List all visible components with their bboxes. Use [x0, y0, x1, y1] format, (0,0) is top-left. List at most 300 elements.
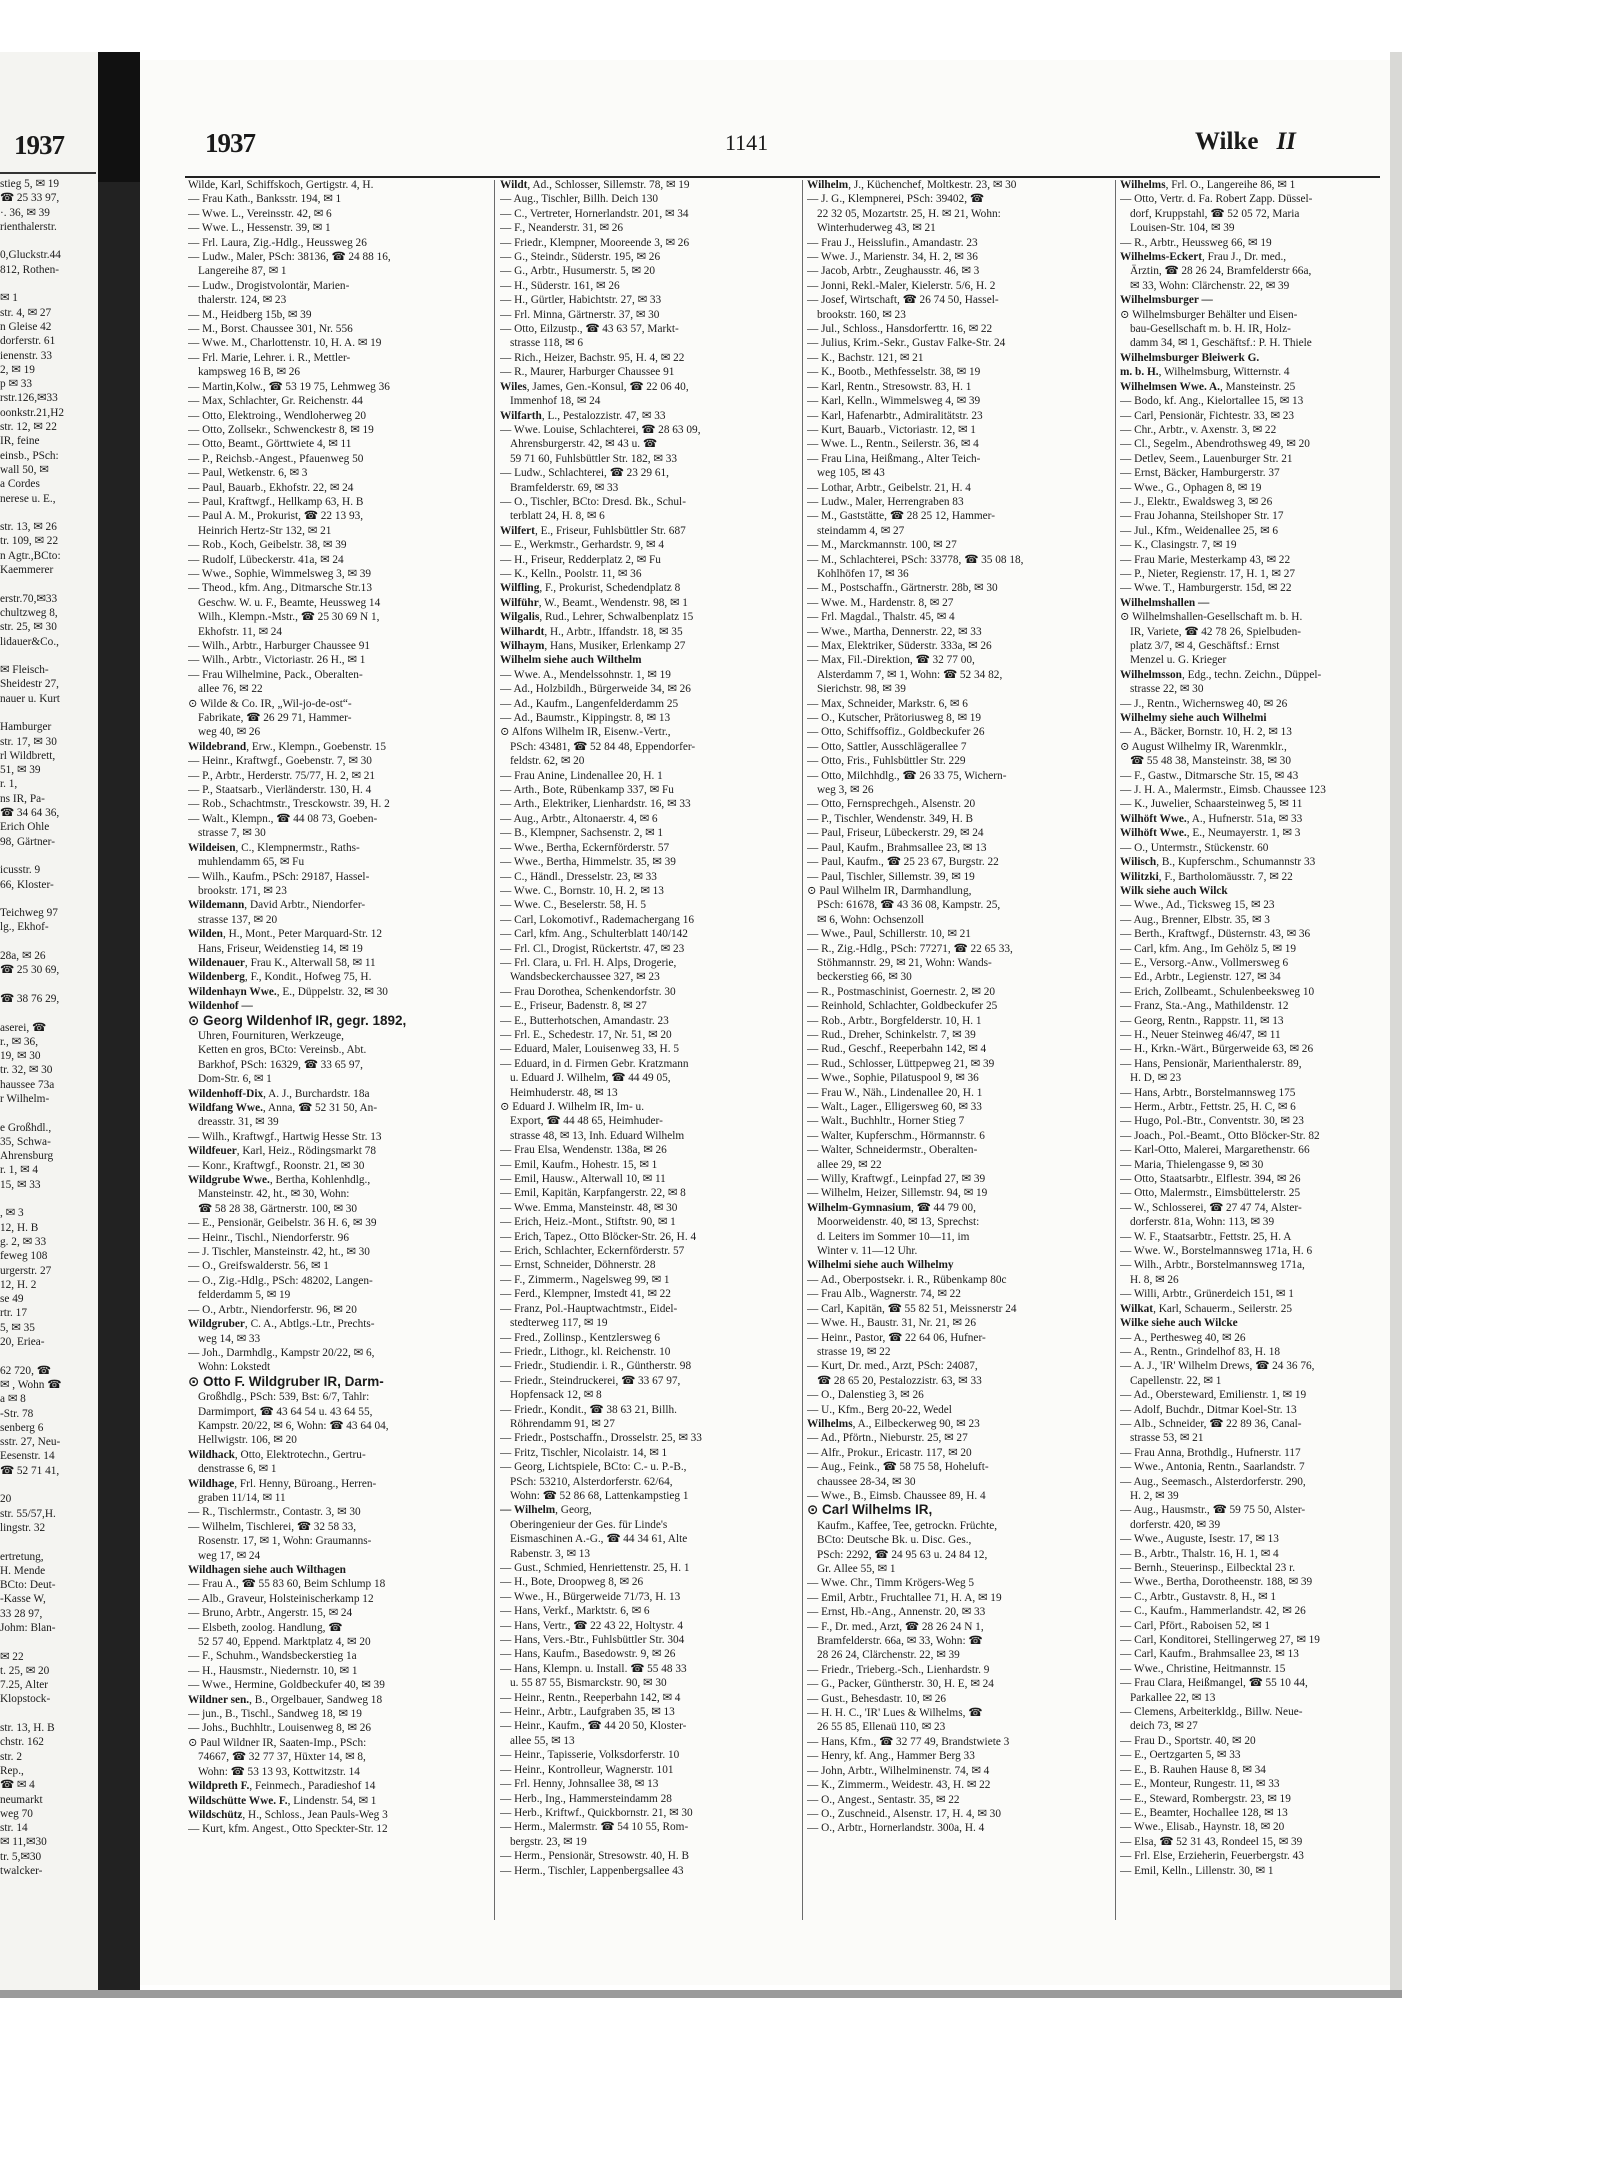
directory-entry: — Paul, Kaufm., Brahmsallee 23, ✉ 13 [807, 841, 987, 854]
facing-page-line: chstr. 162 [0, 1736, 44, 1749]
directory-entry: — Berth., Kraftwgf., Düsternstr. 43, ✉ 36 [1120, 928, 1311, 941]
entry-heading: Wilhelms, Frl. O., Langereihe 86, ✉ 1 [1120, 179, 1296, 191]
directory-entry: — Maria, Thielengasse 9, ✉ 30 [1120, 1158, 1264, 1171]
directory-entry: — Ad., Baumstr., Kippingstr. 8, ✉ 13 [500, 712, 671, 725]
directory-entry: — Wwe. Emma, Mansteinstr. 48, ✉ 30 [500, 1201, 678, 1214]
facing-page-line: ☎ 25 33 97, [0, 192, 60, 205]
directory-entry: weg 3, ✉ 26 [817, 784, 874, 797]
directory-entry: — O., Greifswalderstr. 56, ✉ 1 [188, 1260, 329, 1273]
directory-entry: ⊙ Eduard J. Wilhelm IR, Im- u. [500, 1101, 645, 1113]
entry-heading: — Wilhelm, Georg, [500, 1504, 592, 1517]
directory-entry: Menzel u. G. Krieger [1130, 654, 1227, 667]
directory-entry: PSch: 2292, ☎ 24 95 63 u. 24 84 12, [817, 1548, 988, 1561]
directory-entry: — H., Friseur, Redderplatz 2, ✉ Fu [500, 553, 661, 566]
directory-entry: thalerstr. 124, ✉ 23 [198, 294, 287, 307]
directory-entry: u. 55 87 55, Bismarckstr. 90, ✉ 30 [510, 1677, 667, 1690]
directory-entry: Mansteinstr. 42, ht., ✉ 30, Wohn: [198, 1188, 350, 1201]
directory-entry: — Aug., Seemasch., Alsterdorferstr. 290, [1120, 1475, 1306, 1488]
directory-entry: — Frl. Else, Erzieherin, Feuerbergstr. 43 [1120, 1850, 1304, 1863]
facing-page-line [0, 1106, 96, 1120]
directory-entry: — Rob., Arbtr., Borgfelderstr. 10, H. 1 [807, 1014, 982, 1027]
directory-entry: ☎ 28 65 20, Pestalozzistr. 63, ✉ 33 [817, 1374, 982, 1387]
directory-entry: — O., Arbtr., Hornerlandstr. 300a, H. 4 [807, 1822, 985, 1835]
facing-page-line: wall 50, ✉ [0, 463, 49, 476]
directory-entry: ⊙ Wilde & Co. IR, „Wil-jo-de-ost“- [188, 697, 352, 710]
directory-entry: Moorweidenstr. 40, ✉ 13, Sprechst: [817, 1216, 980, 1229]
directory-entry: — Theod., kfm. Ang., Ditmarsche Str.13 [188, 582, 372, 595]
directory-entry: ✉ 6, Wohn: Ochsenzoll [817, 913, 924, 926]
directory-entry: — F., Neanderstr. 31, ✉ 26 [500, 222, 624, 235]
directory-entry: BCto: Deutsche Bk. u. Disc. Ges., [817, 1534, 972, 1547]
directory-entry: Export, ☎ 44 48 65, Heimhuder- [510, 1115, 663, 1128]
facing-page-line: ns IR, Pa- [0, 792, 45, 805]
directory-entry: — Frau D., Sportstr. 40, ✉ 20 [1120, 1734, 1256, 1747]
facing-page-line: rstr.126,✉33 [0, 392, 58, 405]
directory-entry: — U., Kfm., Berg 20-22, Wedel [807, 1403, 952, 1416]
directory-entry: Wandsbeckerchaussee 327, ✉ 23 [510, 971, 660, 984]
directory-entry: — Frau Alb., Wagnerstr. 74, ✉ 22 [807, 1288, 961, 1301]
directory-entry: weg 105, ✉ 43 [817, 467, 885, 480]
directory-entry: denstrasse 6, ✉ 1 [198, 1463, 277, 1476]
directory-entry: Langereihe 87, ✉ 1 [198, 265, 287, 278]
directory-entry: — W. F., Staatsarbtr., Fettstr. 25, H. A [1120, 1230, 1292, 1243]
directory-entry: — K., Kelln., Poolstr. 11, ✉ 36 [500, 567, 642, 580]
directory-entry: — Frau Johanna, Steilshoper Str. 17 [1120, 510, 1284, 523]
directory-entry: — Gust., Behesdastr. 10, ✉ 26 [807, 1692, 947, 1705]
directory-entry: — Eduard, Maler, Louisenweg 33, H. 5 [500, 1043, 680, 1056]
directory-entry: — Paul, Wetkenstr. 6, ✉ 3 [188, 467, 308, 480]
entry-heading: Wilhelms-Eckert, Frau J., Dr. med., [1120, 251, 1287, 264]
directory-entry: — F., Gastw., Ditmarsche Str. 15, ✉ 43 [1120, 769, 1299, 782]
directory-entry: strasse 7, ✉ 30 [198, 827, 266, 840]
facing-page-line [0, 649, 96, 663]
scan-bottom-edge [0, 1990, 1402, 1998]
directory-entry: — Erich, Schlachter, Eckernförderstr. 57 [500, 1245, 685, 1258]
directory-entry: — Wwe., Paul, Schillerstr. 10, ✉ 21 [807, 928, 971, 941]
directory-entry: — Ludw., Maler, PSch: 38136, ☎ 24 88 16, [188, 251, 391, 264]
facing-page-line: ☎ 25 30 69, [0, 964, 60, 977]
facing-page-line: Johm: Blan- [0, 1621, 56, 1634]
directory-entry: — Ernst, Hb.-Ang., Annenstr. 20, ✉ 33 [807, 1606, 986, 1619]
entry-heading: Wilgalis, Rud., Lehrer, Schwalbenplatz 15 [500, 611, 694, 624]
directory-entry: — H., Süderstr. 161, ✉ 26 [500, 279, 620, 292]
directory-entry: — Max, Elektriker, Süderstr. 333a, ✉ 26 [807, 640, 992, 652]
facing-page-line: 2, ✉ 19 [0, 363, 35, 376]
directory-entry: — P., Reichsb.-Angest., Pfauenweg 50 [188, 452, 364, 465]
directory-entry: — Wwe. H., Baustr. 31, Nr. 21, ✉ 26 [807, 1317, 976, 1330]
directory-entry: — O., Dalenstieg 3, ✉ 26 [807, 1389, 924, 1402]
directory-entry: weg 17, ✉ 24 [198, 1549, 261, 1562]
directory-entry: — R., Arbtr., Heussweg 66, ✉ 19 [1120, 236, 1272, 249]
directory-entry: — Walter, Schneidermstr., Oberalten- [807, 1144, 978, 1157]
directory-entry: Kohlhöfen 17, ✉ 36 [817, 567, 909, 580]
facing-page-line: 15, ✉ 33 [0, 1178, 41, 1191]
facing-page-line: tr. 32, ✉ 30 [0, 1064, 53, 1077]
facing-page-line: icusstr. 9 [0, 864, 41, 877]
directory-entry: — H., Bote, Droopweg 8, ✉ 26 [500, 1576, 644, 1589]
directory-entry: — K., Bootb., Methfesselstr. 38, ✉ 19 [807, 366, 981, 379]
directory-entry: — Wwe., H., Bürgerweide 71/73, H. 13 [500, 1590, 681, 1603]
directory-entry: — G., Steindr., Süderstr. 195, ✉ 26 [500, 251, 661, 264]
directory-entry: — Hans, Arbtr., Borstelmannsweg 175 [1120, 1086, 1296, 1099]
running-head-volume: II [1276, 128, 1296, 155]
directory-entry: — Friedr., Lithogr., kl. Reichenstr. 10 [500, 1345, 671, 1358]
facing-page-line: n Gleise 42 [0, 320, 52, 333]
directory-entry: — Ad., Oberpostsekr. i. R., Rübenkamp 80c [807, 1273, 1007, 1286]
entry-heading: ⊙ Otto F. Wildgruber IR, Darm- [188, 1374, 384, 1389]
facing-page-line: str. 17, ✉ 30 [0, 735, 57, 748]
directory-entry: weg 14, ✉ 33 [198, 1332, 261, 1345]
directory-entry: allee 55, ✉ 13 [510, 1734, 575, 1747]
directory-entry: weg 40, ✉ 26 [198, 726, 261, 739]
facing-page-line: ienenstr. 33 [0, 349, 53, 362]
directory-entry: Wilh., Klempn.-Mstr., ☎ 25 30 69 N 1, [198, 611, 380, 624]
directory-entry: — Rud., Schlosser, Lüttpepweg 21, ✉ 39 [807, 1057, 995, 1070]
directory-entry: — Heinr., Rentn., Reeperbahn 142, ✉ 4 [500, 1691, 681, 1704]
directory-entry: — Henry, kf. Ang., Hammer Berg 33 [807, 1750, 975, 1763]
entry-heading: Wilhelmi siehe auch Wilhelmy [807, 1259, 954, 1272]
directory-entry: — G., Arbtr., Husumerstr. 5, ✉ 20 [500, 265, 656, 278]
facing-page-line: r. 1, ✉ 4 [0, 1164, 39, 1177]
directory-entry: — Paul, Kraftwgf., Hellkamp 63, H. B [188, 495, 364, 508]
entry-heading: Wilitzki, F., Bartholomäusstr. 7, ✉ 22 [1120, 870, 1293, 883]
directory-entry: — Hans, Kfm., ☎ 32 77 49, Brandstwiete 3 [807, 1735, 1010, 1748]
running-head [1195, 128, 1296, 156]
directory-entry: terblatt 24, H. 8, ✉ 6 [510, 510, 605, 523]
directory-entry: — Martin,Kolw., ☎ 53 19 75, Lehmweg 36 [188, 380, 390, 393]
directory-entry: — Wwe., Christine, Heitmannstr. 15 [1120, 1662, 1286, 1675]
directory-entry: — Max, Schneider, Markstr. 6, ✉ 6 [807, 697, 968, 710]
directory-entry: Wohn: Lokstedt [198, 1361, 271, 1374]
directory-entry: — Hans, Pensionär, Marienthalerstr. 89, [1120, 1057, 1302, 1070]
directory-entry: — Erich, Zollbeamt., Schulenbeeksweg 10 [1120, 985, 1315, 998]
facing-page-line [0, 978, 96, 992]
entry-heading: Wildgruber, C. A., Abtlgs.-Ltr., Prechts- [188, 1318, 375, 1331]
facing-page-line: neumarkt [0, 1793, 43, 1806]
directory-entry: — Heinr., Kaufm., ☎ 44 20 50, Kloster- [500, 1720, 687, 1733]
directory-entry: — B., Klempner, Sachsenstr. 2, ✉ 1 [500, 827, 664, 840]
facing-page-line: str. 13, ✉ 26 [0, 521, 57, 534]
directory-entry: Darmimport, ☎ 43 64 54 u. 43 64 55, [198, 1405, 373, 1418]
directory-entry: — Lothar, Arbtr., Geibelstr. 21, H. 4 [807, 481, 971, 494]
directory-entry: — E., Versorg.-Anw., Vollmersweg 6 [1120, 956, 1289, 969]
directory-entry: — Alb., Graveur, Holsteinischerkamp 12 [188, 1592, 374, 1605]
directory-entry: — Wwe., Hermine, Goldbeckufer 40, ✉ 39 [188, 1679, 385, 1692]
directory-entry: — P., Staatsarb., Vierländerstr. 130, H. 4 [188, 784, 372, 797]
directory-entry: — Ad., Pförtn., Nieburstr. 25, ✉ 27 [807, 1432, 968, 1445]
directory-entry: — Otto, Milchhdlg., ☎ 26 33 75, Wichern- [807, 769, 1007, 782]
directory-entry: — Wwe., Sophie, Wimmelsweg 3, ✉ 39 [188, 567, 372, 580]
facing-page-line: 51, ✉ 39 [0, 764, 41, 777]
directory-entry: — Emil, Arbtr., Fruchtallee 71, H. A, ✉ 19 [807, 1591, 1002, 1604]
directory-entry: brookstr. 171, ✉ 23 [198, 884, 287, 897]
facing-page-line: 12, H. 2 [0, 1278, 37, 1291]
directory-entry: Bramfelderstr. 66a, ✉ 33, Wohn: ☎ [817, 1635, 983, 1648]
directory-entry: strasse 22, ✉ 30 [1130, 683, 1204, 696]
facing-page-line: t. 25, ✉ 20 [0, 1664, 50, 1677]
entry-heading: Wilhelm siehe auch Wilthelm [500, 654, 642, 667]
facing-page-line: twalcker- [0, 1865, 43, 1878]
facing-page-line: 7.25, Alter [0, 1679, 49, 1692]
facing-page-line: ☎ ✉ 4 [0, 1779, 35, 1792]
entry-heading: Wildenhof — [188, 1000, 253, 1013]
directory-entry: Parkallee 22, ✉ 13 [1130, 1691, 1216, 1704]
entry-heading: Wilhardt, H., Arbtr., Iffandstr. 18, ✉ 35 [500, 625, 683, 638]
facing-page-line: str. 12, ✉ 22 [0, 421, 57, 434]
directory-entry: — E., Pensionär, Geibelstr. 36 H. 6, ✉ 39 [188, 1217, 377, 1230]
directory-entry: 26 55 85, Ellenaü 110, ✉ 23 [817, 1721, 946, 1734]
directory-entry: — P., Arbtr., Herderstr. 75/77, H. 2, ✉ 21 [188, 769, 376, 782]
facing-page-line [0, 1535, 96, 1549]
directory-entry: — Aug., Tischler, Billh. Deich 130 [500, 193, 659, 206]
directory-entry: — Otto, Zollsekr., Schwenckestr 8, ✉ 19 [188, 423, 374, 436]
facing-page-line [0, 506, 96, 520]
directory-entry: dorferstr. 81a, Wohn: 113, ✉ 39 [1130, 1216, 1275, 1229]
directory-entry: H. 8, ✉ 26 [1130, 1273, 1179, 1286]
entry-heading: Wilführ, W., Beamt., Wendenstr. 98, ✉ 1 [500, 596, 688, 609]
directory-entry: — Friedr., Postschaffn., Drosselstr. 25, ✉ 33 [500, 1432, 702, 1445]
facing-page-line: g. 2, ✉ 33 [0, 1235, 47, 1248]
directory-entry: — Frl. Magdal., Thalstr. 45, ✉ 4 [807, 611, 955, 624]
facing-page-line [0, 1192, 96, 1206]
directory-entry: — Heinr., Tischl., Niendorferstr. 96 [188, 1231, 349, 1244]
directory-entry: — Otto, Fernsprechgeh., Alsenstr. 20 [807, 798, 976, 811]
entry-heading: Wilhelmshallen — [1120, 596, 1210, 609]
facing-page-line: ·. 36, ✉ 39 [0, 206, 50, 219]
directory-entry: — Ludw., Maler, Herrengraben 83 [807, 495, 964, 508]
directory-entry: ✉ 33, Wohn: Clärchenstr. 22, ✉ 39 [1130, 279, 1290, 292]
directory-entry: — Frl. Marie, Lehrer. i. R., Mettler- [188, 351, 351, 364]
directory-entry: steindamm 4, ✉ 27 [817, 524, 905, 537]
directory-entry: — Emil, Kapitän, Karpfangerstr. 22, ✉ 8 [500, 1187, 686, 1200]
directory-entry: — Aug., Arbtr., Altonaerstr. 4, ✉ 6 [500, 812, 658, 825]
directory-entry: — Paul, Friseur, Lübeckerstr. 29, ✉ 24 [807, 827, 984, 840]
directory-entry: — Joach., Pol.-Beamt., Otto Blöcker-Str. 82 [1120, 1129, 1320, 1142]
facing-page-line: 62 720, ☎ [0, 1364, 51, 1377]
directory-entry: — K., Bachstr. 121, ✉ 21 [807, 351, 924, 364]
directory-entry: — Wwe. M., Hardenstr. 8, ✉ 27 [807, 596, 954, 609]
directory-entry: — Frau J., Heisslufin., Amandastr. 23 [807, 236, 978, 249]
directory-entry: — H., Neuer Steinweg 46/47, ✉ 11 [1120, 1028, 1281, 1041]
directory-entry: — Carl, kfm. Ang., Schulterblatt 140/142 [500, 928, 688, 941]
directory-entry: brookstr. 160, ✉ 23 [817, 308, 906, 321]
entry-heading: Wilhelmsburger — [1120, 294, 1213, 307]
directory-entry: — H. H. C., 'IR' Lues & Wilhelms, ☎ [807, 1707, 983, 1720]
directory-entry: — O., Zuschneid., Alsenstr. 17, H. 4, ✉ 30 [807, 1807, 1001, 1820]
directory-entry: — Frau W., Näh., Lindenallee 20, H. 1 [807, 1086, 983, 1099]
directory-entry: — Bodo, kf. Ang., Kielortallee 15, ✉ 13 [1120, 395, 1304, 408]
directory-entry: — Wilh., Kraftwgf., Hartwig Hesse Str. 13 [188, 1130, 382, 1143]
directory-entry: — Wwe., B., Eimsb. Chaussee 89, H. 4 [807, 1489, 986, 1502]
directory-entry: — Karl, Kelln., Wimmelsweg 4, ✉ 39 [807, 395, 981, 408]
directory-entry: — Friedr., Kondit., ☎ 38 63 21, Billh. [500, 1403, 677, 1416]
directory-entry: — O., Kutscher, Prätoriusweg 8, ✉ 19 [807, 712, 982, 725]
directory-entry: Oberingenieur der Ges. für Linde's [510, 1518, 668, 1531]
directory-entry: — R., Tischlermstr., Contastr. 3, ✉ 30 [188, 1506, 361, 1519]
facing-page-line: 98, Gärtner- [0, 835, 55, 848]
directory-entry: platz 3/7, ✉ 4, Geschäftsf.: Ernst [1130, 640, 1280, 652]
directory-entry: chaussee 28-34, ✉ 30 [817, 1475, 916, 1488]
facing-page-line [0, 277, 96, 291]
directory-entry: — Eduard, in d. Firmen Gebr. Kratzmann [500, 1057, 689, 1070]
facing-page-line: dorferstr. 61 [0, 335, 56, 348]
entry-heading: Wildenberg, F., Kondit., Hofweg 75, H. [188, 971, 372, 984]
directory-entry: — Frau Marie, Mesterkamp 43, ✉ 22 [1120, 553, 1291, 566]
directory-entry: — Frau Kath., Banksstr. 194, ✉ 1 [188, 193, 342, 206]
facing-page-line: e Großhdl., [0, 1121, 52, 1134]
column-divider [1115, 180, 1116, 1920]
directory-entry: — Wwe., Elisab., Haynstr. 18, ✉ 20 [1120, 1821, 1285, 1834]
facing-page-line [0, 1707, 96, 1721]
entry-heading: Wildner sen., B., Orgelbauer, Sandweg 18 [188, 1693, 383, 1706]
directory-entry: — Wwe. C., Beselerstr. 58, H. 5 [500, 899, 647, 912]
facing-page-line: ☎ 38 76 29, [0, 992, 60, 1005]
directory-entry: Uhren, Fournituren, Werkzeuge, [198, 1029, 345, 1042]
directory-entry: — Heinr., Kraftwgf., Goebenstr. 7, ✉ 30 [188, 755, 372, 768]
entry-heading: ⊙ Georg Wildenhof IR, gegr. 1892, [188, 1013, 407, 1028]
facing-page-line: BCto: Deut- [0, 1579, 56, 1592]
directory-entry: Heimhuderstr. 48, ✉ 13 [510, 1086, 618, 1099]
directory-entry: Louisen-Str. 104, ✉ 39 [1130, 222, 1235, 235]
directory-entry: — Wwe. Louise, Schlachterei, ☎ 28 63 09, [500, 423, 701, 436]
directory-entry: — A., Perthesweg 40, ✉ 26 [1120, 1331, 1246, 1344]
directory-entry: Ahrensburgerstr. 42, ✉ 43 u. ☎ [510, 438, 657, 451]
directory-entry: — Friedr., Studiendir. i. R., Güntherstr. 98 [500, 1360, 692, 1373]
entry-heading: Wildenhayn Wwe., E., Düppelstr. 32, ✉ 30 [188, 985, 388, 998]
directory-entry: Hans, Friseur, Weidenstieg 14, ✉ 19 [198, 942, 363, 955]
entry-heading: Wilhelms, A., Eilbeckerweg 90, ✉ 23 [807, 1417, 980, 1430]
entry-heading: Wilfling, F., Prokurist, Schedendplatz 8 [500, 582, 681, 595]
facing-page-line [0, 1478, 96, 1492]
directory-entry: — Rob., Schachtmstr., Tresckowstr. 39, H. 2 [188, 798, 390, 811]
directory-entry: — R., Postmaschinist, Goernestr. 2, ✉ 20 [807, 985, 996, 998]
directory-entry: — H., Gürtler, Habichtstr. 27, ✉ 33 [500, 294, 662, 307]
directory-entry: Gr. Allee 55, ✉ 1 [817, 1563, 896, 1575]
directory-entry: — Cl., Segelm., Abendrothsweg 49, ✉ 20 [1120, 438, 1310, 451]
directory-entry: — W., Schlosserei, ☎ 27 47 74, Alster- [1120, 1201, 1302, 1214]
directory-entry: — Karl-Otto, Malerei, Margarethenstr. 66 [1120, 1144, 1310, 1157]
directory-entry: — Frau A., ☎ 55 83 60, Beim Schlump 18 [188, 1578, 386, 1591]
facing-page-line: Sheidestr 27, [0, 678, 59, 691]
entry-heading: Wildemann, David Arbtr., Niendorfer- [188, 899, 366, 912]
directory-entry: strasse 19, ✉ 22 [817, 1345, 891, 1358]
directory-entry: — Fred., Zollinsp., Kentzlersweg 6 [500, 1331, 661, 1344]
directory-entry: — jun., B., Tischl., Sandweg 18, ✉ 19 [188, 1708, 362, 1721]
directory-entry: Winter v. 11—12 Uhr. [817, 1245, 918, 1258]
directory-entry: — C., Arbtr., Gustavstr. 8, H., ✉ 1 [1120, 1590, 1277, 1603]
directory-entry: — P., Nieter, Regienstr. 17, H. 1, ✉ 27 [1120, 567, 1296, 580]
directory-entry: — B., Arbtr., Thalstr. 16, H. 1, ✉ 4 [1120, 1547, 1279, 1560]
directory-entry: — F., Dr. med., Arzt, ☎ 28 26 24 N 1, [807, 1620, 984, 1633]
directory-entry: Rosenstr. 17, ✉ 1, Wohn: Graumanns- [198, 1535, 372, 1548]
directory-entry: — Rud., Geschf., Reeperbahn 142, ✉ 4 [807, 1043, 987, 1056]
directory-entry: bergstr. 23, ✉ 19 [510, 1835, 587, 1848]
facing-page-line: senberg 6 [0, 1421, 44, 1434]
facing-page-line: Hamburger [0, 721, 52, 734]
book-spine-shadow [98, 52, 140, 182]
directory-entry: — Erich, Heiz.-Mont., Stiftstr. 90, ✉ 1 [500, 1216, 676, 1229]
facing-page-line: tr. 109, ✉ 22 [0, 535, 59, 548]
entry-heading: Wildhage, Frl. Henny, Büroang., Herren- [188, 1477, 377, 1490]
directory-entry: — Wilhelm, Tischlerei, ☎ 32 58 33, [188, 1520, 357, 1533]
facing-page-line: p ✉ 33 [0, 378, 33, 391]
facing-page-line [0, 1635, 96, 1649]
entry-heading: Wildeisen, C., Klempnermstr., Raths- [188, 841, 360, 854]
directory-entry: — Wwe. L., Vereinsstr. 42, ✉ 6 [188, 207, 332, 220]
facing-page-line: ✉ 11,✉30 [0, 1836, 47, 1849]
directory-entry: — Herm., Pensionär, Stresowstr. 40, H. B [500, 1850, 690, 1863]
directory-entry: muhlendamm 65, ✉ Fu [198, 856, 305, 869]
directory-entry: — Frl. Minna, Gärtnerstr. 37, ✉ 30 [500, 308, 660, 321]
directory-entry: — K., Zimmerm., Weidestr. 43, H. ✉ 22 [807, 1779, 991, 1792]
facing-page-line: a ✉ 8 [0, 1393, 26, 1406]
directory-entry: — Ad., Holzbildh., Bürgerweide 34, ✉ 26 [500, 683, 691, 696]
facing-page-line: 35, Schwa- [0, 1135, 51, 1148]
directory-entry: stedterweg 117, ✉ 19 [510, 1317, 608, 1330]
directory-column-2 [500, 178, 800, 1918]
entry-heading: Wilden, H., Mont., Peter Marquard-Str. 12 [188, 928, 383, 941]
directory-entry: — K., Juwelier, Schaarsteinweg 5, ✉ 11 [1120, 798, 1303, 811]
directory-entry: — Max, Schlachter, Gr. Reichenstr. 44 [188, 395, 363, 408]
directory-entry: H. 2, ✉ 39 [1130, 1489, 1179, 1502]
facing-page-line: Kaemmerer [0, 564, 54, 577]
directory-entry: — Fritz, Tischler, Nicolaistr. 14, ✉ 1 [500, 1446, 668, 1459]
entry-heading: Wildfang Wwe., Anna, ☎ 52 31 50, An- [188, 1102, 378, 1114]
directory-entry: bau-Gesellschaft m. b. H. IR, Holz- [1130, 323, 1291, 336]
facing-page-line: weg 70 [0, 1807, 33, 1820]
directory-entry: — Otto, Eilzustp., ☎ 43 63 57, Markt- [500, 323, 679, 336]
entry-heading: Wilhelmsen Wwe. A., Mansteinstr. 25 [1120, 380, 1296, 393]
facing-page-line: 0,Gluckstr.44 [0, 249, 61, 262]
directory-entry: — E., Beamter, Hochallee 128, ✉ 13 [1120, 1806, 1288, 1819]
directory-entry: — Carl, Kaufm., Brahmsallee 23, ✉ 13 [1120, 1648, 1299, 1661]
facing-page-line: n Agtr.,BCto: [0, 549, 61, 562]
directory-entry: — Carl, kfm. Ang., Im Gehölz 5, ✉ 19 [1120, 942, 1297, 955]
directory-entry: — Heinr., Arbtr., Laufgraben 35, ✉ 13 [500, 1706, 675, 1719]
directory-entry: — F., Zimmerm., Nagelsweg 99, ✉ 1 [500, 1273, 670, 1286]
directory-entry: — Ad., Kaufm., Langenfelderdamm 25 [500, 697, 679, 710]
directory-entry: — Ad., Obersteward, Emilienstr. 1, ✉ 19 [1120, 1389, 1307, 1402]
facing-page-line: Klopstock- [0, 1693, 51, 1706]
directory-entry: Wilde, Karl, Schiffskoch, Gertigstr. 4, H. [188, 179, 374, 191]
entry-heading: Wilfert, E., Friseur, Fuhlsbüttler Str. 687 [500, 524, 686, 537]
directory-entry: — R., Zig.-Hdlg., PSch: 77271, ☎ 22 65 33, [807, 942, 1013, 955]
directory-entry: — A., Bäcker, Bornstr. 10, H. 2, ✉ 13 [1120, 726, 1292, 739]
facing-page-line: -Str. 78 [0, 1407, 34, 1420]
directory-entry: — Otto, Fris., Fuhlsbüttler Str. 229 [807, 755, 966, 768]
facing-page-line: H. Mende [0, 1564, 46, 1577]
directory-entry: — Max, Fil.-Direktion, ☎ 32 77 00, [807, 654, 975, 667]
entry-heading: Wilisch, B., Kupferschm., Schumannstr 33 [1120, 856, 1316, 869]
directory-entry: graben 11/14, ✉ 11 [198, 1491, 286, 1504]
directory-entry: — Wilh., Arbtr., Victoriastr. 26 H., ✉ 1 [188, 654, 366, 667]
facing-page-line: lidauer&Co., [0, 635, 59, 648]
directory-entry: — Jonni, Rekl.-Maler, Kielerstr. 5/6, H. 2 [807, 279, 996, 292]
directory-entry: — Frau Wilhelmine, Pack., Oberalten- [188, 668, 363, 681]
column-divider [494, 180, 495, 1920]
directory-entry: — R., Maurer, Harburger Chaussee 91 [500, 366, 675, 379]
directory-entry: — Hans, Vers.-Btr., Fuhlsbüttler Str. 304 [500, 1634, 685, 1647]
directory-entry: — Wwe. L., Hessenstr. 39, ✉ 1 [188, 222, 331, 235]
directory-entry: — Emil, Kelln., Lillenstr. 30, ✉ 1 [1120, 1864, 1274, 1877]
directory-entry: dorferstr. 420, ✉ 39 [1130, 1518, 1221, 1531]
directory-entry: Ekhofstr. 11, ✉ 24 [198, 625, 283, 638]
directory-entry: Hopfensack 12, ✉ 8 [510, 1389, 602, 1402]
directory-entry: — Frl. Cl., Drogist, Rückertstr. 47, ✉ 23 [500, 942, 685, 955]
directory-entry: Wohn: ☎ 53 13 93, Kottwitzstr. 14 [198, 1765, 360, 1778]
directory-entry: — Wilh., Arbtr., Harburger Chaussee 91 [188, 640, 371, 652]
directory-entry: dreasstr. 31, ✉ 39 [198, 1116, 279, 1129]
